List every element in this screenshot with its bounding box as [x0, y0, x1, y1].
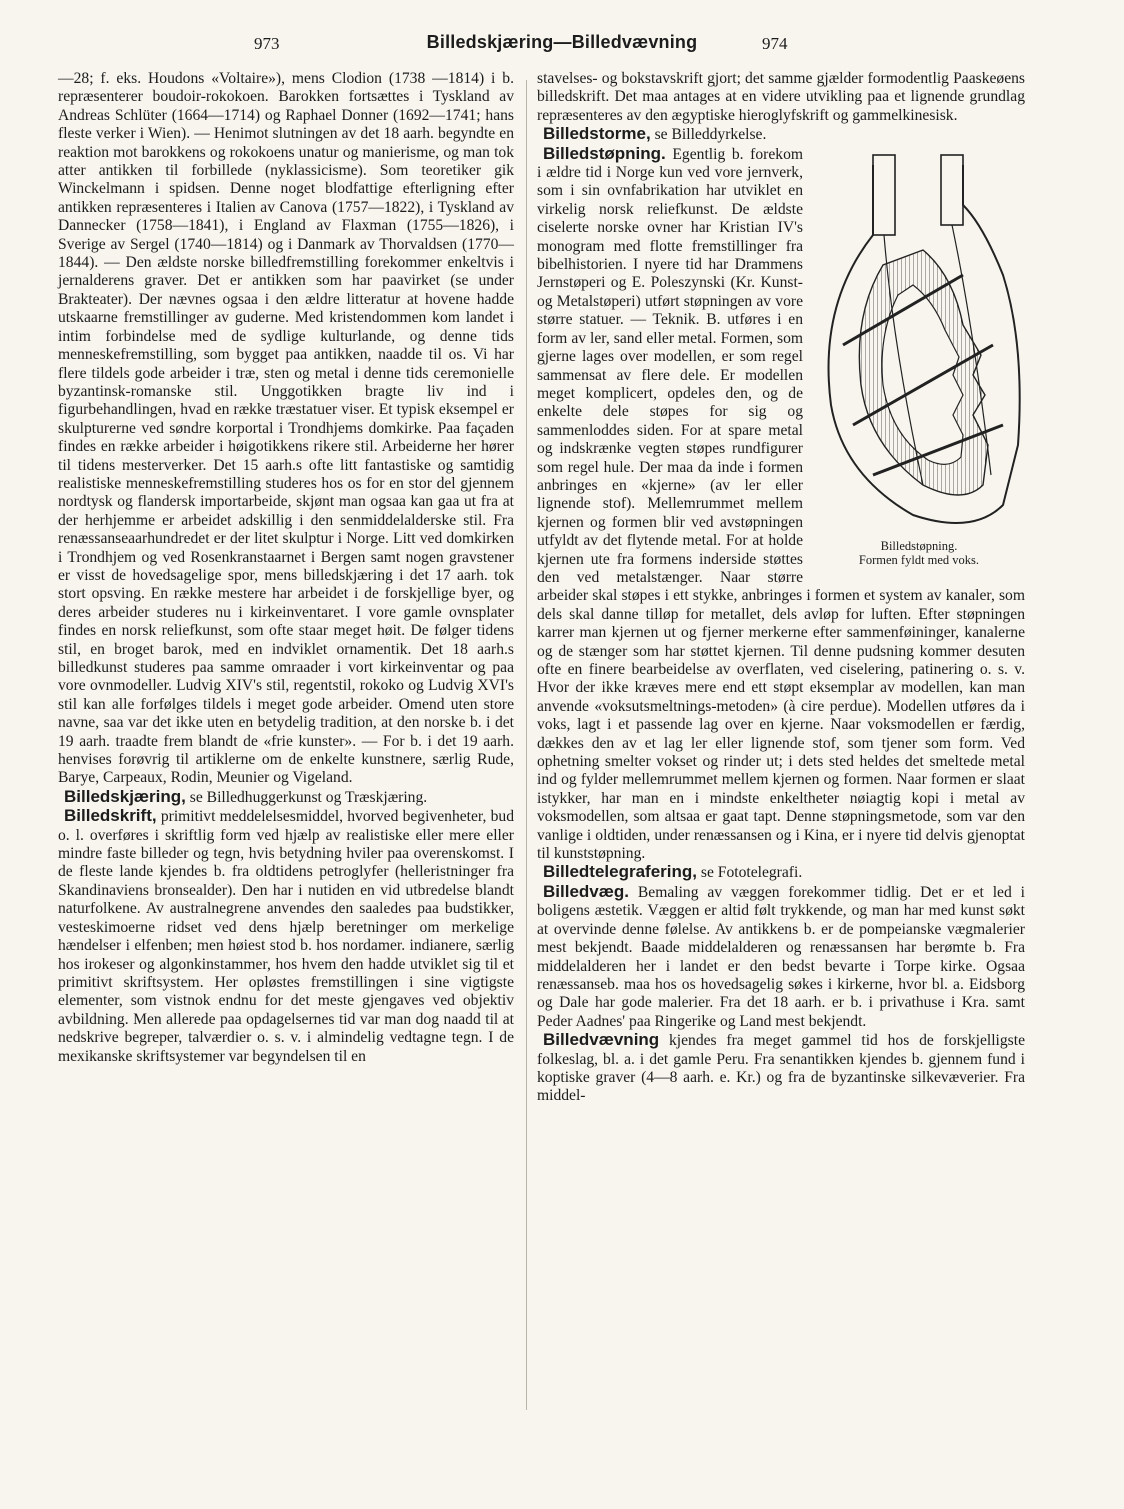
page-header — [0, 34, 1124, 62]
headword: Billedvævning — [543, 1030, 660, 1050]
running-head: Billedskjæring—Billedvævning — [426, 32, 698, 52]
entry-text: se Fototelegrafi. — [700, 864, 803, 882]
headword: Billedskrift, — [64, 806, 157, 826]
entry-text: Bemaling av væggen forekommer tidlig. Det er et led i boligens æstetik. Væggen er altid følt trykkende, og man har med kunst søkt at overvinde denne følelse. Av antikkens b. er de pompeianske vægmalerier mest bekjendt. Baade middelalderen og renæssansen har berømte b. Fra middelalderen her i landet er den bedst bevarte i Torpe kirke. Ogsaa renæssanseb. maa hos os hovedsagelig søkes i kirkerne, hvor bl. a. Eidsborg og Dale har gode malerier. Fra det 18 aarh. er b. i privathuse i Kra. samt Peder Aadnes' paa Ringerike og Land mest bekjendt. — [537, 883, 1025, 1030]
headword: Billedskjæring, — [64, 786, 186, 806]
entry-billedvaevning — [537, 1031, 1025, 1106]
headword: Billedstøpning. — [543, 143, 666, 163]
entry-billedskrift — [58, 807, 514, 1066]
entry-text: kjendes fra meget gammel tid hos de forskjelligste folkeslag, bl. a. i det gamle Peru. Fra senantikken kjendes b. gjennem fund i koptiske graver (4—8 aarh. e. Kr.) og fra de byzantinske silkevæverier. Fra middel- — [537, 1032, 1025, 1105]
headword: Billedstorme, — [543, 124, 651, 144]
headword: Billedtelegrafering, — [543, 862, 697, 882]
entry-billedskjaering — [58, 788, 514, 807]
entry-text: se Billeddyrkelse. — [654, 126, 767, 144]
entry-continuation: stavelses- og bokstavskrift gjort; det samme gjælder formodentlig Paaskeøens billedskrift. Det maa antages at en videre utvikling paa et lignende grundlag repræsenteres av den ægyptiske hieroglyfskrift og gammelkinesisk. — [537, 70, 1025, 124]
entry-billedstorme — [537, 125, 1025, 144]
figure-caption-title: Billedstøpning. — [880, 538, 958, 553]
entry-billedvaeg — [537, 883, 1025, 1031]
figure-caption-subtitle: Formen fyldt med voks. — [858, 552, 980, 567]
page-number-right: 974 — [762, 34, 788, 53]
entry-text: se Billedhuggerkunst og Træskjæring. — [189, 788, 428, 806]
casting-figure — [813, 145, 1025, 575]
headword: Billedvæg. — [543, 881, 629, 901]
entry-text: primitivt meddelelsesmiddel, hvorved begivenheter, bud o. l. overføres i skriftlig form ved hjælp av realistiske eller mere eller mindre faste billeder og tegn, hvis betydning hviler paa overenskomst. I de fleste lande kjendes b. fra oldtidens petroglyfer (helleristninger fra Skandinaviens bronsealder). Den har i nutiden en vid utbredelse blandt naturfolkene. Av australnegrene anvendes den saaledes paa budstikker, vesteskimoerne ridset ved dens hjælp beretninger om merkelige hændelser i elfenben; men høiest stod b. hos nordamer. indianere, særlig hos irokeser og algonkinstammer, hos hvem den hadde utviklet sig til et primitivt skriftsystem. Her opløstes fremstillingen i sine vigtigste elementer, som vistnok endnu for det meste gjengaves ved objektiv avbildning. Men allerede paa opdagelsernes tid var man dog naadd til at nedskrive begreper, talværdier o. s. v. i almindelig vedtagne tegn. I de mexikanske skriftsystemer var begyndelsen til en — [58, 808, 514, 1065]
entry-text: Egentlig b. forekom i ældre tid i Norge kun ved vore jernverk, som i sin ovnfabrikation har utviklet en virkelig norsk reliefkunst. De ældste ciselerte norske ovner har Kristian IV's monogram med flotte fremstillinger fra bibelhistorien. I nyere tid har Drammens Jernstøperi og E. Poleszynski (Kr. Kunst- og Metalstøperi) utført støpningen av vore større statuer. — Teknik. B. utføres i en form av ler, sand eller metal. Formen, som gjerne lages over modellen, er som regel sammensat av flere dele. Er modellen meget komplicert, opdeles den, og de enkelte dele støpes for sig og sammenloddes siden. For at spare metal og indskrænke vegten støpes rundfigurer som regel hule. Der maa da inde i formen anbringes en «kjerne» (av ler eller lignende stof). Mellemrummet mellem kjernen og formen blir ved avstøpningen utfyldt av det flytende metal. For at holde kjernen ute fra formens inderside støttes den ved metalstænger. Naar større arbeider skal støpes i ett stykke, anbringes i formen et system av kanaler, som dels skal danne tilløp for metallet, dels avløp for luften. Efter støpningen karrer man kjernen ut og fjerner merkerne efter sammenføininger, kanalerne og de stænger som har støttet kjernen. Til denne pudsning kommer desuten ofte en finere bearbeidelse av overflaten, ved ciselering, patinering o. s. v. Hvor der ikke kræves mere end ett støpt eksemplar av modellen, kan man anvende «voksutsmeltnings-metoden» (à cire perdue). Modellen utføres da i voks, lagt i et passende lag over en kjerne. Naar voksmodellen er færdig, dækkes den av et lag ler eller lignende stof, som tjener som form. Ved ophetning smelter vokset og rinder ut; i dets sted heldes det smeltede metal ind og fylder mellemrummet mellem kjernen og formen. Naar formen er slaat istykker, har man en i mindste enkeltheter nøiagtig kopi i metal av voksmodellen, som altsaa er gaat tapt. Denne støpningsmetode, som var den vanlige i oldtiden, under renæssansen og i Kina, er i nyere tid delvis gjenoptat til kunststøpning. — [537, 145, 1025, 863]
column-divider — [526, 80, 527, 1410]
entry-billedtelegrafering — [537, 863, 1025, 882]
right-column — [537, 70, 1025, 1106]
page-number-left: 973 — [254, 34, 280, 53]
entry-continuation: —28; f. eks. Houdons «Voltaire»), mens Clodion (1738 —1814) i b. repræsenterer boudoir-rokokoen. Barokken fortsættes i Tyskland av Andreas Schlüter (1664—1714) og Raphael Donner (1692—1741; hans fleste verker i Wien). — Henimot slutningen av det 18 aarh. begyndte en reaktion mot barokkens og rokokoens unatur og manierisme, og man tok atter antikken til forbillede (nyklassicisme). Som teoretiker gik Winckelmann i spidsen. Denne noget blodfattige efterligning efter antikken repræsenteres i Italien av Canova (1757—1822), i Tyskland av Dannecker (1758—1841), i England av Flaxman (1755—1826), i Sverige av Sergel (1740—1814) og i Danmark av Thorvaldsen (1770—1844). — Den ældste norske billedfremstilling forekommer enkeltvis i jernalderens graver. Det er antikken som har paavirket (se under Brakteater). Der nævnes ogsaa i den ældre litteratur at hovene hadde utskaarne fremstillinger av guderne. Med kristendommen kom landet i intim forbindelse med de sydlige kulturlande, og denne tids menneskefremstilling, som bygget paa antikken, naadde til os. Vi har flere tildels gode arbeider i træ, sten og metal i denne tids ceremonielle byzantinsk-romanske stil. Unggotikken bragte liv ind i figurbehandlingen, hvad en række træstatuer viser. Et typisk eksempel er skulpturerne ved søndre korportal i Trondhjems domkirke. Paa façaden findes en række arbeider i høigotikkens rikere stil. Arbeiderne her hører til tidens mesterverker. Det 15 aarh.s ofte litt fantastiske og samtidig realistiske menneskefremstilling studeres hos os for en stor del gjennem nordtysk og flandersk importarbeide, skjønt man ogsaa kan gaa ut fra at der herhjemme er arbeidet adskillig i den senmiddelalderske stil. Fra renæssanseaarhundredet er der litet skulptur i Norge. Litt ved domkirken i Trondhjem og ved Rosenkranstaarnet i Bergen samt nogen gravstener er visst de hovedsagelige spor, mens billedskjæring i det 17 aarh. tok stort opsving. En række mestere har arbeidet i de forskjellige byer, og deres arbeider studeres nu i kirkeinventaret. I vore gamle ovnsplater findes en norsk reliefkunst, som ofte staar meget høit. De følger tidens stil, en broget barok, med en indviklet ornamentik. Det 18 aarh.s billedkunst studeres paa samme omraader i vort kirkeinventar og paa vore ovnmodeller. Ludvig XIV's stil, regentstil, rokoko og Ludvig XVI's stil kan alle forfølges tildels i meget gode arbeider. Omend uten store navne, saa var det ikke uten en betydelig tradition, at den norske b. i det 19 aarh. traadte frem blandt de «frie kunster». — For b. i det 19 aarh. henvises forøvrig til artiklerne om de enkelte kunstnere, særlig Rude, Barye, Carpeaux, Rodin, Meunier og Vigeland. — [58, 70, 514, 787]
casting-mold-illustration — [813, 145, 1025, 537]
left-column — [58, 70, 514, 1066]
figure-caption — [813, 539, 1025, 567]
